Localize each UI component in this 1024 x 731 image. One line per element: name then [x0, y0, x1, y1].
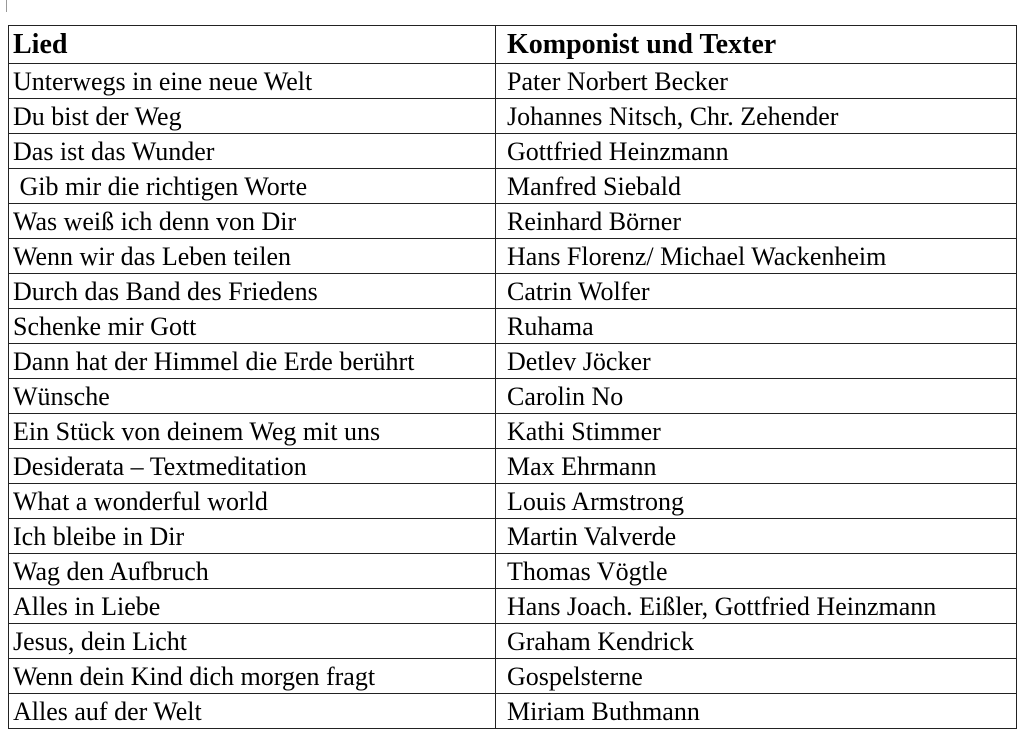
- composer-cell: Kathi Stimmer: [496, 414, 1017, 449]
- table-row: [9, 99, 1017, 134]
- song-table: [8, 25, 1017, 729]
- composer-cell: Carolin No: [496, 379, 1017, 414]
- song-title-cell: Ein Stück von deinem Weg mit uns: [9, 414, 496, 449]
- composer-cell: Pater Norbert Becker: [496, 64, 1017, 99]
- table-row: [9, 554, 1017, 589]
- song-title-cell: Durch das Band des Friedens: [9, 274, 496, 309]
- song-title-cell: Wünsche: [9, 379, 496, 414]
- song-title-cell: Alles auf der Welt: [9, 694, 496, 729]
- composer-cell: Hans Joach. Eißler, Gottfried Heinzmann: [496, 589, 1017, 624]
- table-row: [9, 204, 1017, 239]
- table-row: [9, 344, 1017, 379]
- table-row: [9, 694, 1017, 729]
- table-row: [9, 659, 1017, 694]
- song-title-cell: Gib mir die richtigen Worte: [9, 169, 496, 204]
- song-title-cell: Schenke mir Gott: [9, 309, 496, 344]
- song-title-cell: Dann hat der Himmel die Erde berührt: [9, 344, 496, 379]
- song-title-cell: Jesus, dein Licht: [9, 624, 496, 659]
- song-title-cell: Das ist das Wunder: [9, 134, 496, 169]
- composer-cell: Ruhama: [496, 309, 1017, 344]
- composer-cell: Thomas Vögtle: [496, 554, 1017, 589]
- table-row: [9, 134, 1017, 169]
- song-rows: [9, 64, 1017, 729]
- table-row: [9, 169, 1017, 204]
- composer-cell: Manfred Siebald: [496, 169, 1017, 204]
- table-row: [9, 484, 1017, 519]
- song-title-cell: Unterwegs in eine neue Welt: [9, 64, 496, 99]
- song-title-cell: Was weiß ich denn von Dir: [9, 204, 496, 239]
- table-row: [9, 239, 1017, 274]
- song-title-cell: Wenn dein Kind dich morgen fragt: [9, 659, 496, 694]
- table-row: [9, 519, 1017, 554]
- song-title-cell: Desiderata – Textmeditation: [9, 449, 496, 484]
- song-title-cell: What a wonderful world: [9, 484, 496, 519]
- table-row: [9, 64, 1017, 99]
- song-title-cell: Ich bleibe in Dir: [9, 519, 496, 554]
- composer-cell: Graham Kendrick: [496, 624, 1017, 659]
- table-row: [9, 624, 1017, 659]
- table-row: [9, 589, 1017, 624]
- header-composer: Komponist und Texter: [496, 26, 1017, 64]
- composer-cell: Johannes Nitsch, Chr. Zehender: [496, 99, 1017, 134]
- composer-cell: Reinhard Börner: [496, 204, 1017, 239]
- composer-cell: Gospelsterne: [496, 659, 1017, 694]
- song-title-cell: Wag den Aufbruch: [9, 554, 496, 589]
- table-header-row: [9, 26, 1017, 64]
- composer-cell: Max Ehrmann: [496, 449, 1017, 484]
- composer-cell: Miriam Buthmann: [496, 694, 1017, 729]
- song-title-cell: Wenn wir das Leben teilen: [9, 239, 496, 274]
- composer-cell: Martin Valverde: [496, 519, 1017, 554]
- composer-cell: Hans Florenz/ Michael Wackenheim: [496, 239, 1017, 274]
- page-edge-mark: [6, 0, 7, 12]
- table-row: [9, 379, 1017, 414]
- table-row: [9, 274, 1017, 309]
- composer-cell: Catrin Wolfer: [496, 274, 1017, 309]
- composer-cell: Louis Armstrong: [496, 484, 1017, 519]
- table-row: [9, 449, 1017, 484]
- header-song: Lied: [9, 26, 496, 64]
- table-row: [9, 309, 1017, 344]
- composer-cell: Detlev Jöcker: [496, 344, 1017, 379]
- song-title-cell: Alles in Liebe: [9, 589, 496, 624]
- table-row: [9, 414, 1017, 449]
- composer-cell: Gottfried Heinzmann: [496, 134, 1017, 169]
- song-title-cell: Du bist der Weg: [9, 99, 496, 134]
